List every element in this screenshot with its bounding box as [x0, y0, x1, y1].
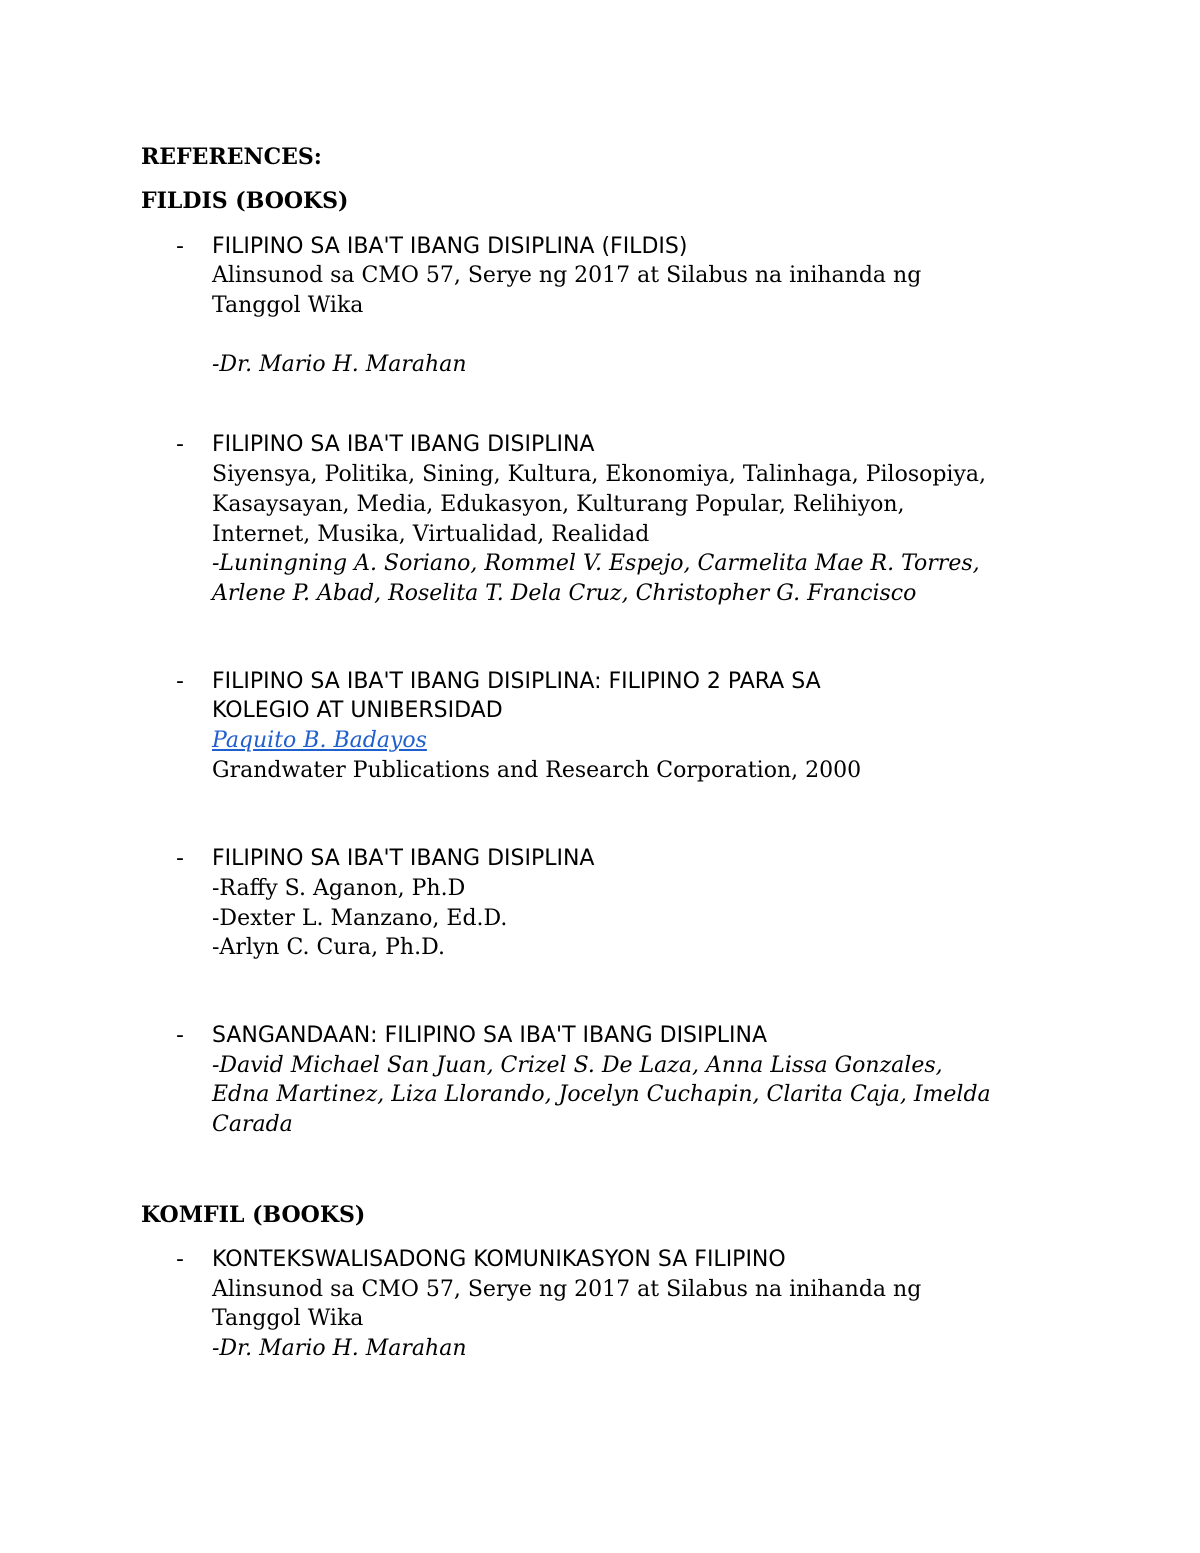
entry-5-title: SANGANDAAN: FILIPINO SA IBA'T IBANG DISIPLINA: [212, 1023, 768, 1048]
entry-3-publisher: Grandwater Publications and Research Corporation, 2000: [212, 758, 862, 783]
entry-5-authors-1: -David Michael San Juan, Crizel S. De Laza, Anna Lissa Gonzales,: [212, 1053, 943, 1078]
entry-2-line-1: Siyensya, Politika, Sining, Kultura, Ekonomiya, Talinhaga, Pilosopiya,: [212, 462, 987, 487]
entry-2-line-3: Internet, Musika, Virtualidad, Realidad: [212, 522, 650, 547]
list-bullet: -: [176, 234, 184, 259]
entry-1-title: FILIPINO SA IBA'T IBANG DISIPLINA (FILDIS): [212, 234, 688, 259]
entry-2-title: FILIPINO SA IBA'T IBANG DISIPLINA: [212, 432, 595, 457]
references-heading: REFERENCES:: [141, 144, 322, 170]
entry-5-authors-3: Carada: [212, 1112, 293, 1137]
list-bullet: -: [176, 432, 184, 457]
entry-6-line-2: Tanggol Wika: [212, 1306, 364, 1331]
fildis-heading: FILDIS (BOOKS): [141, 188, 349, 214]
entry-3-title-1: FILIPINO SA IBA'T IBANG DISIPLINA: FILIPINO 2 PARA SA: [212, 669, 821, 694]
entry-4-author-2: -Dexter L. Manzano, Ed.D.: [212, 906, 508, 931]
entry-2-authors-1: -Luningning A. Soriano, Rommel V. Espejo, Carmelita Mae R. Torres,: [212, 551, 980, 576]
entry-6-line-1: Alinsunod sa CMO 57, Serye ng 2017 at Silabus na inihanda ng: [212, 1277, 922, 1302]
entry-2-line-2: Kasaysayan, Media, Edukasyon, Kulturang Popular, Relihiyon,: [212, 492, 905, 517]
entry-2-authors-2: Arlene P. Abad, Roselita T. Dela Cruz, Christopher G. Francisco: [212, 581, 917, 606]
entry-1-author: -Dr. Mario H. Marahan: [212, 352, 467, 377]
list-bullet: -: [176, 1247, 184, 1272]
entry-5-authors-2: Edna Martinez, Liza Llorando, Jocelyn Cuchapin, Clarita Caja, Imelda: [212, 1082, 991, 1107]
komfil-heading: KOMFIL (BOOKS): [141, 1202, 366, 1228]
list-bullet: -: [176, 669, 184, 694]
entry-4-author-1: -Raffy S. Aganon, Ph.D: [212, 876, 466, 901]
entry-1-line-2: Tanggol Wika: [212, 293, 364, 318]
list-bullet: -: [176, 1023, 184, 1048]
list-bullet: -: [176, 846, 184, 871]
entry-6-title: KONTEKSWALISADONG KOMUNIKASYON SA FILIPINO: [212, 1247, 786, 1272]
entry-1-line-1: Alinsunod sa CMO 57, Serye ng 2017 at Silabus na inihanda ng: [212, 263, 922, 288]
entry-3-title-2: KOLEGIO AT UNIBERSIDAD: [212, 698, 503, 723]
author-link[interactable]: Paquito B. Badayos: [212, 728, 427, 753]
entry-4-author-3: -Arlyn C. Cura, Ph.D.: [212, 935, 445, 960]
entry-6-author: -Dr. Mario H. Marahan: [212, 1336, 467, 1361]
entry-4-title: FILIPINO SA IBA'T IBANG DISIPLINA: [212, 846, 595, 871]
